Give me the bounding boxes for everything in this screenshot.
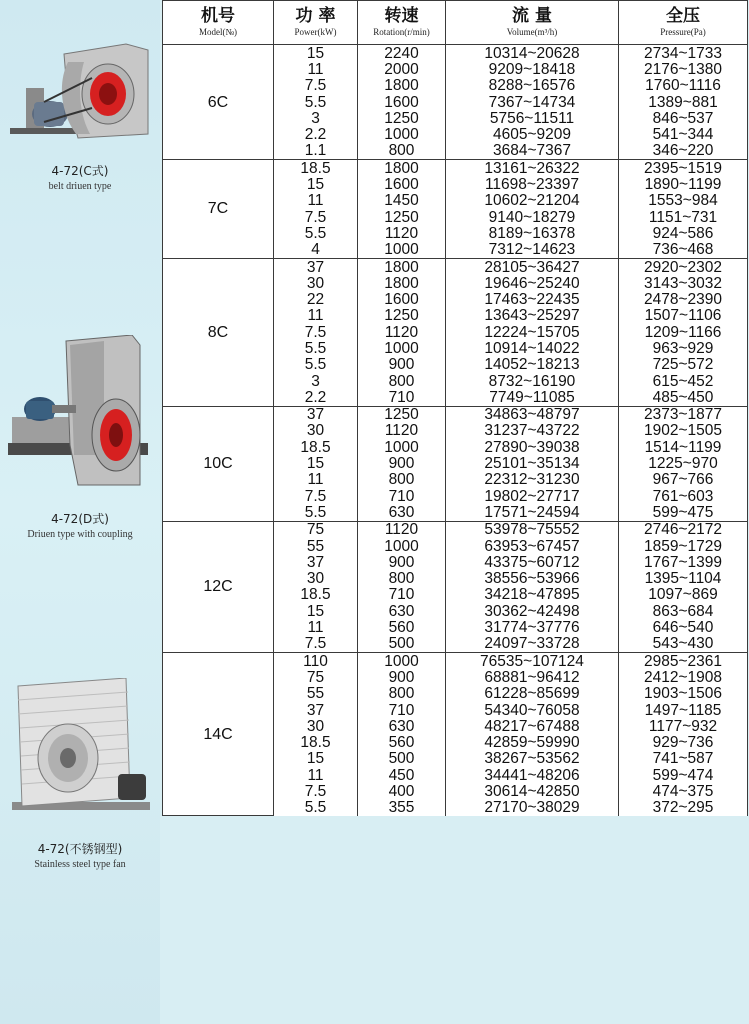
pressure-cell: 485~450 <box>619 389 748 406</box>
model-number-cell: 14C <box>163 652 274 815</box>
rotation-cell: 800 <box>358 686 446 702</box>
fan-spec-table <box>162 0 748 816</box>
fan-model-label: 4-72(D式) <box>51 512 109 526</box>
model-number-cell: 8C <box>163 258 274 406</box>
volume-cell: 34863~48797 <box>446 406 619 423</box>
pressure-cell: 1903~1506 <box>619 686 748 702</box>
rotation-cell: 900 <box>358 554 446 570</box>
volume-cell: 38556~53966 <box>446 571 619 587</box>
pressure-cell: 543~430 <box>619 636 748 653</box>
table-body <box>163 45 748 816</box>
pressure-cell: 1151~731 <box>619 209 748 225</box>
rotation-cell: 450 <box>358 767 446 783</box>
power-cell: 18.5 <box>274 160 358 177</box>
power-cell: 5.5 <box>274 800 358 816</box>
pressure-cell: 2920~2302 <box>619 258 748 275</box>
power-cell: 15 <box>274 176 358 192</box>
power-cell: 30 <box>274 423 358 439</box>
header-rotation-cn: 转速 <box>384 6 419 26</box>
rotation-cell: 1120 <box>358 225 446 241</box>
header-power-en: Power(kW) <box>294 27 337 37</box>
rotation-cell: 1000 <box>358 340 446 356</box>
header-rotation-en: Rotation(r/min) <box>373 27 430 37</box>
volume-cell: 5756~11511 <box>446 110 619 126</box>
volume-cell: 9140~18279 <box>446 209 619 225</box>
power-cell: 7.5 <box>274 488 358 504</box>
volume-cell: 7749~11085 <box>446 389 619 406</box>
rotation-cell: 800 <box>358 143 446 160</box>
power-cell: 75 <box>274 521 358 538</box>
rotation-cell: 1600 <box>358 176 446 192</box>
header-model-cn: 机号 <box>201 6 235 26</box>
pressure-cell: 1890~1199 <box>619 176 748 192</box>
rotation-cell: 1450 <box>358 193 446 209</box>
volume-cell: 24097~33728 <box>446 636 619 653</box>
header-model <box>163 1 274 45</box>
pressure-cell: 924~586 <box>619 225 748 241</box>
rotation-cell: 1250 <box>358 110 446 126</box>
rotation-cell: 1250 <box>358 406 446 423</box>
pressure-cell: 1553~984 <box>619 193 748 209</box>
pressure-cell: 2734~1733 <box>619 45 748 62</box>
pressure-cell: 1859~1729 <box>619 538 748 554</box>
power-cell: 2.2 <box>274 389 358 406</box>
pressure-cell: 725~572 <box>619 357 748 373</box>
rotation-cell: 710 <box>358 488 446 504</box>
volume-cell: 61228~85699 <box>446 686 619 702</box>
rotation-cell: 1000 <box>358 439 446 455</box>
power-cell: 30 <box>274 718 358 734</box>
power-cell: 15 <box>274 603 358 619</box>
rotation-cell: 500 <box>358 751 446 767</box>
pressure-cell: 2395~1519 <box>619 160 748 177</box>
fan-model-label: 4-72(C式) <box>51 164 109 178</box>
product-sidebar <box>0 0 160 1024</box>
power-cell: 2.2 <box>274 126 358 142</box>
rotation-cell: 900 <box>358 357 446 373</box>
power-cell: 37 <box>274 406 358 423</box>
power-cell: 5.5 <box>274 504 358 521</box>
pressure-cell: 474~375 <box>619 783 748 799</box>
volume-cell: 8189~16378 <box>446 225 619 241</box>
rotation-cell: 1800 <box>358 275 446 291</box>
table-row <box>163 406 748 423</box>
fan-caption-3 <box>0 840 160 870</box>
rotation-cell: 2240 <box>358 45 446 62</box>
rotation-cell: 800 <box>358 571 446 587</box>
power-cell: 18.5 <box>274 439 358 455</box>
volume-cell: 11698~23397 <box>446 176 619 192</box>
volume-cell: 8288~16576 <box>446 78 619 94</box>
rotation-cell: 400 <box>358 783 446 799</box>
pressure-cell: 346~220 <box>619 143 748 160</box>
volume-cell: 43375~60712 <box>446 554 619 570</box>
volume-cell: 27890~39038 <box>446 439 619 455</box>
pressure-cell: 372~295 <box>619 800 748 816</box>
rotation-cell: 1120 <box>358 423 446 439</box>
power-cell: 7.5 <box>274 209 358 225</box>
power-cell: 30 <box>274 571 358 587</box>
rotation-cell: 500 <box>358 636 446 653</box>
pressure-cell: 929~736 <box>619 734 748 750</box>
power-cell: 55 <box>274 538 358 554</box>
rotation-cell: 710 <box>358 389 446 406</box>
power-cell: 110 <box>274 652 358 669</box>
volume-cell: 34441~48206 <box>446 767 619 783</box>
pressure-cell: 863~684 <box>619 603 748 619</box>
pressure-cell: 2746~2172 <box>619 521 748 538</box>
header-volume <box>446 1 619 45</box>
power-cell: 7.5 <box>274 783 358 799</box>
volume-cell: 42859~59990 <box>446 734 619 750</box>
volume-cell: 53978~75552 <box>446 521 619 538</box>
volume-cell: 25101~35134 <box>446 455 619 471</box>
volume-cell: 31237~43722 <box>446 423 619 439</box>
power-cell: 11 <box>274 193 358 209</box>
table-row <box>163 160 748 177</box>
volume-cell: 54340~76058 <box>446 702 619 718</box>
rotation-cell: 560 <box>358 619 446 635</box>
rotation-cell: 630 <box>358 718 446 734</box>
power-cell: 5.5 <box>274 94 358 110</box>
rotation-cell: 1800 <box>358 78 446 94</box>
volume-cell: 7312~14623 <box>446 242 619 259</box>
power-cell: 75 <box>274 669 358 685</box>
pressure-cell: 1225~970 <box>619 455 748 471</box>
volume-cell: 28105~36427 <box>446 258 619 275</box>
pressure-cell: 1389~881 <box>619 94 748 110</box>
volume-cell: 17571~24594 <box>446 504 619 521</box>
rotation-cell: 1800 <box>358 258 446 275</box>
fan-model-label: 4-72(不锈钢型) <box>37 842 123 856</box>
power-cell: 37 <box>274 702 358 718</box>
power-cell: 37 <box>274 554 358 570</box>
pressure-cell: 1177~932 <box>619 718 748 734</box>
model-number-cell: 6C <box>163 45 274 160</box>
rotation-cell: 2000 <box>358 61 446 77</box>
volume-cell: 22312~31230 <box>446 472 619 488</box>
coupling-driven-fan-image <box>8 335 153 495</box>
fan-description: belt driuen type <box>48 181 112 192</box>
pressure-cell: 2373~1877 <box>619 406 748 423</box>
volume-cell: 30362~42498 <box>446 603 619 619</box>
volume-cell: 10914~14022 <box>446 340 619 356</box>
table-header <box>163 1 748 45</box>
volume-cell: 38267~53562 <box>446 751 619 767</box>
fan-caption-1 <box>0 162 160 192</box>
volume-cell: 8732~16190 <box>446 373 619 389</box>
power-cell: 4 <box>274 242 358 259</box>
volume-cell: 3684~7367 <box>446 143 619 160</box>
pressure-cell: 736~468 <box>619 242 748 259</box>
pressure-cell: 615~452 <box>619 373 748 389</box>
pressure-cell: 846~537 <box>619 110 748 126</box>
power-cell: 15 <box>274 455 358 471</box>
power-cell: 7.5 <box>274 636 358 653</box>
pressure-cell: 967~766 <box>619 472 748 488</box>
rotation-cell: 630 <box>358 504 446 521</box>
volume-cell: 7367~14734 <box>446 94 619 110</box>
rotation-cell: 1600 <box>358 291 446 307</box>
power-cell: 5.5 <box>274 357 358 373</box>
pressure-cell: 741~587 <box>619 751 748 767</box>
rotation-cell: 1250 <box>358 209 446 225</box>
volume-cell: 10602~21204 <box>446 193 619 209</box>
rotation-cell: 710 <box>358 587 446 603</box>
volume-cell: 12224~15705 <box>446 324 619 340</box>
pressure-cell: 1760~1116 <box>619 78 748 94</box>
belt-driven-fan-image <box>8 42 153 147</box>
volume-cell: 76535~107124 <box>446 652 619 669</box>
rotation-cell: 1800 <box>358 160 446 177</box>
power-cell: 11 <box>274 61 358 77</box>
power-cell: 55 <box>274 686 358 702</box>
pressure-cell: 963~929 <box>619 340 748 356</box>
volume-cell: 10314~20628 <box>446 45 619 62</box>
power-cell: 11 <box>274 619 358 635</box>
rotation-cell: 1120 <box>358 521 446 538</box>
pressure-cell: 599~475 <box>619 504 748 521</box>
rotation-cell: 900 <box>358 669 446 685</box>
volume-cell: 68881~96412 <box>446 669 619 685</box>
pressure-cell: 1507~1106 <box>619 308 748 324</box>
power-cell: 3 <box>274 110 358 126</box>
header-pressure-cn: 全压 <box>666 6 700 26</box>
power-cell: 22 <box>274 291 358 307</box>
volume-cell: 34218~47895 <box>446 587 619 603</box>
table-row <box>163 521 748 538</box>
rotation-cell: 1000 <box>358 652 446 669</box>
model-number-cell: 12C <box>163 521 274 652</box>
header-pressure-en: Pressure(Pa) <box>660 27 706 37</box>
power-cell: 7.5 <box>274 78 358 94</box>
volume-cell: 14052~18213 <box>446 357 619 373</box>
volume-cell: 27170~38029 <box>446 800 619 816</box>
pressure-cell: 1209~1166 <box>619 324 748 340</box>
pressure-cell: 1767~1399 <box>619 554 748 570</box>
rotation-cell: 355 <box>358 800 446 816</box>
power-cell: 11 <box>274 308 358 324</box>
model-number-cell: 10C <box>163 406 274 521</box>
rotation-cell: 630 <box>358 603 446 619</box>
pressure-cell: 2985~2361 <box>619 652 748 669</box>
volume-cell: 48217~67488 <box>446 718 619 734</box>
table-row <box>163 652 748 669</box>
rotation-cell: 1120 <box>358 324 446 340</box>
rotation-cell: 1250 <box>358 308 446 324</box>
model-number-cell: 7C <box>163 160 274 259</box>
volume-cell: 17463~22435 <box>446 291 619 307</box>
pressure-cell: 2176~1380 <box>619 61 748 77</box>
rotation-cell: 800 <box>358 373 446 389</box>
power-cell: 3 <box>274 373 358 389</box>
power-cell: 1.1 <box>274 143 358 160</box>
rotation-cell: 800 <box>358 472 446 488</box>
pressure-cell: 3143~3032 <box>619 275 748 291</box>
power-cell: 11 <box>274 767 358 783</box>
rotation-cell: 900 <box>358 455 446 471</box>
header-pressure <box>619 1 748 45</box>
rotation-cell: 1000 <box>358 242 446 259</box>
table-row <box>163 258 748 275</box>
power-cell: 7.5 <box>274 324 358 340</box>
pressure-cell: 1097~869 <box>619 587 748 603</box>
pressure-cell: 761~603 <box>619 488 748 504</box>
power-cell: 5.5 <box>274 225 358 241</box>
header-power-cn: 功 率 <box>295 6 336 26</box>
volume-cell: 30614~42850 <box>446 783 619 799</box>
volume-cell: 9209~18418 <box>446 61 619 77</box>
power-cell: 18.5 <box>274 734 358 750</box>
stainless-steel-fan-image <box>8 678 153 828</box>
rotation-cell: 1000 <box>358 126 446 142</box>
fan-description: Stainless steel type fan <box>34 859 126 870</box>
rotation-cell: 1600 <box>358 94 446 110</box>
volume-cell: 31774~37776 <box>446 619 619 635</box>
volume-cell: 4605~9209 <box>446 126 619 142</box>
pressure-cell: 599~474 <box>619 767 748 783</box>
volume-cell: 13161~26322 <box>446 160 619 177</box>
pressure-cell: 646~540 <box>619 619 748 635</box>
header-rotation <box>358 1 446 45</box>
pressure-cell: 1902~1505 <box>619 423 748 439</box>
volume-cell: 19646~25240 <box>446 275 619 291</box>
power-cell: 18.5 <box>274 587 358 603</box>
rotation-cell: 1000 <box>358 538 446 554</box>
volume-cell: 13643~25297 <box>446 308 619 324</box>
power-cell: 5.5 <box>274 340 358 356</box>
header-power <box>274 1 358 45</box>
volume-cell: 19802~27717 <box>446 488 619 504</box>
pressure-cell: 2478~2390 <box>619 291 748 307</box>
header-model-en: Model(№) <box>198 27 238 37</box>
pressure-cell: 2412~1908 <box>619 669 748 685</box>
rotation-cell: 710 <box>358 702 446 718</box>
pressure-cell: 1395~1104 <box>619 571 748 587</box>
header-volume-cn: 流 量 <box>512 6 552 26</box>
power-cell: 15 <box>274 45 358 62</box>
pressure-cell: 1514~1199 <box>619 439 748 455</box>
header-volume-en: Volume(m³/h) <box>506 27 558 37</box>
table-row <box>163 45 748 62</box>
power-cell: 15 <box>274 751 358 767</box>
power-cell: 37 <box>274 258 358 275</box>
pressure-cell: 1497~1185 <box>619 702 748 718</box>
rotation-cell: 560 <box>358 734 446 750</box>
power-cell: 11 <box>274 472 358 488</box>
fan-caption-2 <box>0 510 160 540</box>
fan-description: Driuen type with coupling <box>27 529 133 540</box>
power-cell: 30 <box>274 275 358 291</box>
volume-cell: 63953~67457 <box>446 538 619 554</box>
pressure-cell: 541~344 <box>619 126 748 142</box>
